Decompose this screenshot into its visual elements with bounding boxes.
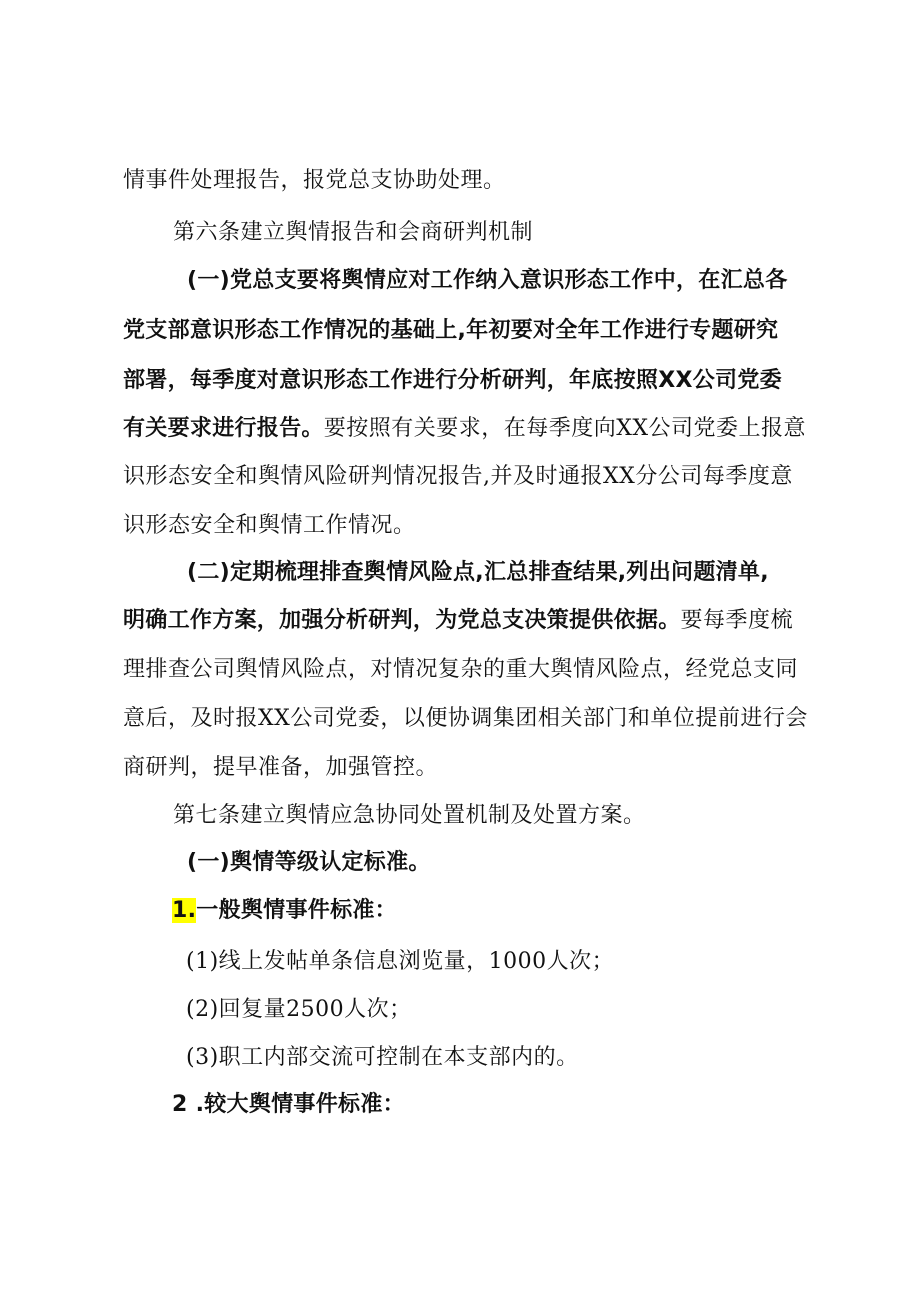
list-item: (1)线上发帖单条信息浏览量，1000人次； bbox=[186, 949, 615, 974]
paragraph-line-bold: (一)党总支要将舆情应对工作纳入意识形态工作中，在汇总各 bbox=[187, 268, 788, 293]
highlighted-number: 1. bbox=[172, 898, 197, 923]
subsection-title: 一般舆情事件标准： bbox=[196, 898, 397, 923]
normal-text: 要每季度梳 bbox=[680, 608, 794, 633]
subsection-heading bbox=[172, 896, 862, 926]
paragraph-line bbox=[123, 606, 813, 636]
paragraph-line: 商研判，提早准备，加强管控。 bbox=[123, 755, 439, 780]
bold-text: 明确工作方案，加强分析研判，为党总支决策提供依据。 bbox=[123, 608, 681, 633]
paragraph-line-bold: 部署，每季度对意识形态工作进行分析研判，年底按照XX公司党委 bbox=[123, 368, 782, 393]
paragraph-line: 识形态安全和舆情工作情况。 bbox=[123, 513, 416, 538]
article-heading-6: 第六条建立舆情报告和会商研判机制 bbox=[173, 220, 534, 245]
paragraph-line: 理排查公司舆情风险点，对情况复杂的重大舆情风险点，经党总支同 bbox=[123, 657, 799, 682]
paragraph-line-bold: 党支部意识形态工作情况的基础上,年初要对全年工作进行专题研究 bbox=[123, 318, 779, 343]
article-heading-7: 第七条建立舆情应急协同处置机制及处置方案。 bbox=[173, 803, 646, 828]
paragraph-line: 识形态安全和舆情风险研判情况报告,并及时通报XX分公司每季度意 bbox=[123, 464, 793, 489]
subsection-heading: 2 .较大舆情事件标准： bbox=[172, 1092, 405, 1117]
paragraph-line: 情事件处理报告，报党总支协助处理。 bbox=[123, 168, 506, 193]
paragraph-line: 意后，及时报XX公司党委，以便协调集团相关部门和单位提前进行会 bbox=[123, 706, 808, 731]
bold-text: 有关要求进行报告。 bbox=[123, 416, 324, 441]
paragraph-line bbox=[123, 414, 813, 444]
paragraph-line-bold: (二)定期梳理排查舆情风险点,汇总排查结果,列出问题清单, bbox=[187, 560, 769, 585]
list-item: (3)职工内部交流可控制在本支部内的。 bbox=[186, 1045, 579, 1070]
section-heading: (一)舆情等级认定标准。 bbox=[187, 850, 431, 875]
normal-text: 要按照有关要求，在每季度向XX公司党委上报意 bbox=[323, 416, 807, 441]
list-item: (2)回复量2500人次； bbox=[186, 997, 412, 1022]
